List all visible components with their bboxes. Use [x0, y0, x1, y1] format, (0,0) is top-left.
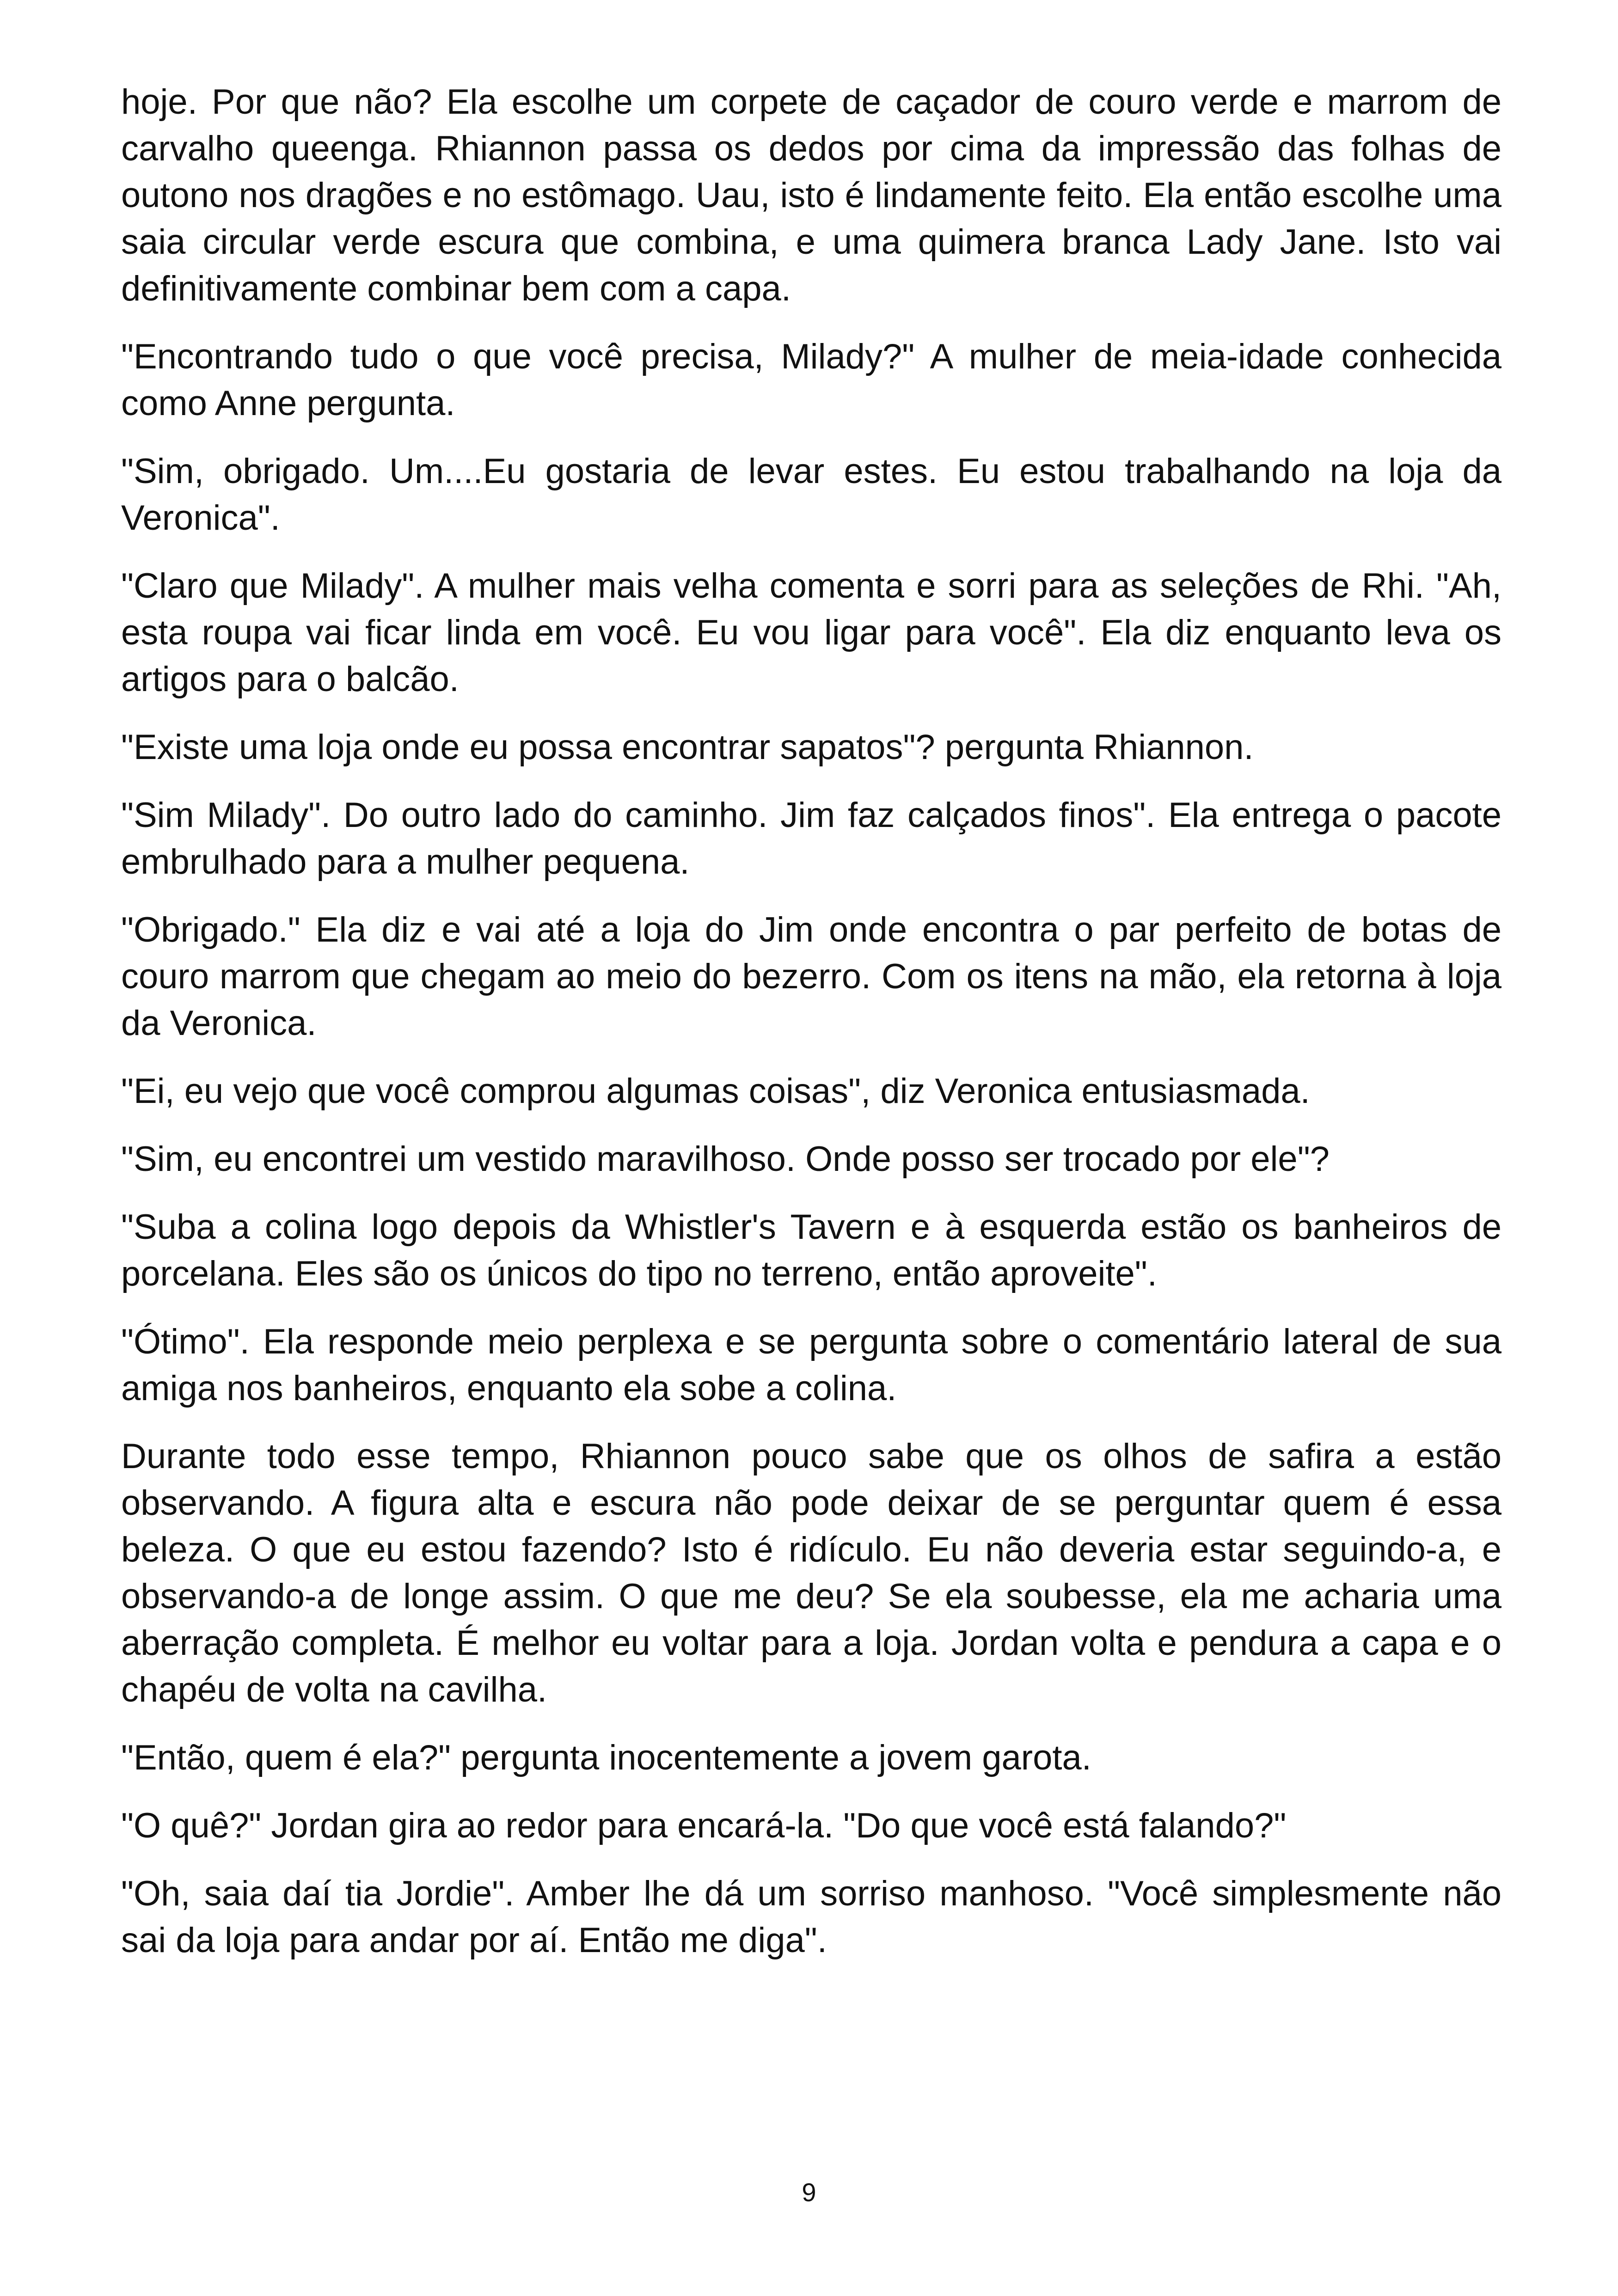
document-body	[121, 79, 1502, 1985]
paragraph: "Sim, obrigado. Um....Eu gostaria de levar estes. Eu estou trabalhando na loja da Veronica".	[121, 452, 1502, 538]
paragraph: "Ei, eu vejo que você comprou algumas coisas", diz Veronica entusiasmada.	[121, 1071, 1310, 1111]
paragraph: "O quê?" Jordan gira ao redor para encará-la. "Do que você está falando?"	[121, 1806, 1287, 1845]
paragraph: "Claro que Milady". A mulher mais velha comenta e sorri para as seleções de Rhi. "Ah, esta roupa vai ficar linda em você. Eu vou ligar para você". Ela diz enquanto leva os artigos para o balcão.	[121, 566, 1502, 699]
paragraph: Durante todo esse tempo, Rhiannon pouco sabe que os olhos de safira a estão observando. A figura alta e escura não pode deixar de se perguntar quem é essa beleza. O que eu estou fazendo? Isto é ridículo. Eu não deveria estar seguindo-a, e observando-a de longe assim. O que me deu? Se ela soubesse, ela me acharia uma aberração completa. É melhor eu voltar para a loja. Jordan volta e pendura a capa e o chapéu de volta na cavilha.	[121, 1437, 1502, 1709]
paragraph: "Ótimo". Ela responde meio perplexa e se pergunta sobre o comentário lateral de sua amiga nos banheiros, enquanto ela sobe a colina.	[121, 1322, 1502, 1408]
paragraph: "Sim, eu encontrei um vestido maravilhoso. Onde posso ser trocado por ele"?	[121, 1139, 1330, 1179]
paragraph: "Sim Milady". Do outro lado do caminho. Jim faz calçados finos". Ela entrega o pacote embrulhado para a mulher pequena.	[121, 796, 1502, 882]
paragraph: "Então, quem é ela?" pergunta inocentemente a jovem garota.	[121, 1738, 1091, 1777]
paragraph: "Encontrando tudo o que você precisa, Milady?" A mulher de meia-idade conhecida como Anne pergunta.	[121, 337, 1502, 423]
paragraph: "Suba a colina logo depois da Whistler's Tavern e à esquerda estão os banheiros de porcelana. Eles são os únicos do tipo no terreno, então aproveite".	[121, 1207, 1502, 1293]
paragraph: "Existe uma loja onde eu possa encontrar sapatos"? pergunta Rhiannon.	[121, 728, 1254, 767]
page-number: 9	[802, 2178, 816, 2207]
paragraph: "Obrigado." Ela diz e vai até a loja do Jim onde encontra o par perfeito de botas de couro marrom que chegam ao meio do bezerro. Com os itens na mão, ela retorna à loja da Veronica.	[121, 910, 1502, 1043]
paragraph: hoje. Por que não? Ela escolhe um corpete de caçador de couro verde e marrom de carvalho queenga. Rhiannon passa os dedos por cima da impressão das folhas de outono nos dragões e no estômago. Uau, isto é lindamente feito. Ela então escolhe uma saia circular verde escura que combina, e uma quimera branca Lady Jane. Isto vai definitivamente combinar bem com a capa.	[121, 82, 1502, 308]
paragraph: "Oh, saia daí tia Jordie". Amber lhe dá um sorriso manhoso. "Você simplesmente não sai da loja para andar por aí. Então me diga".	[121, 1874, 1502, 1960]
